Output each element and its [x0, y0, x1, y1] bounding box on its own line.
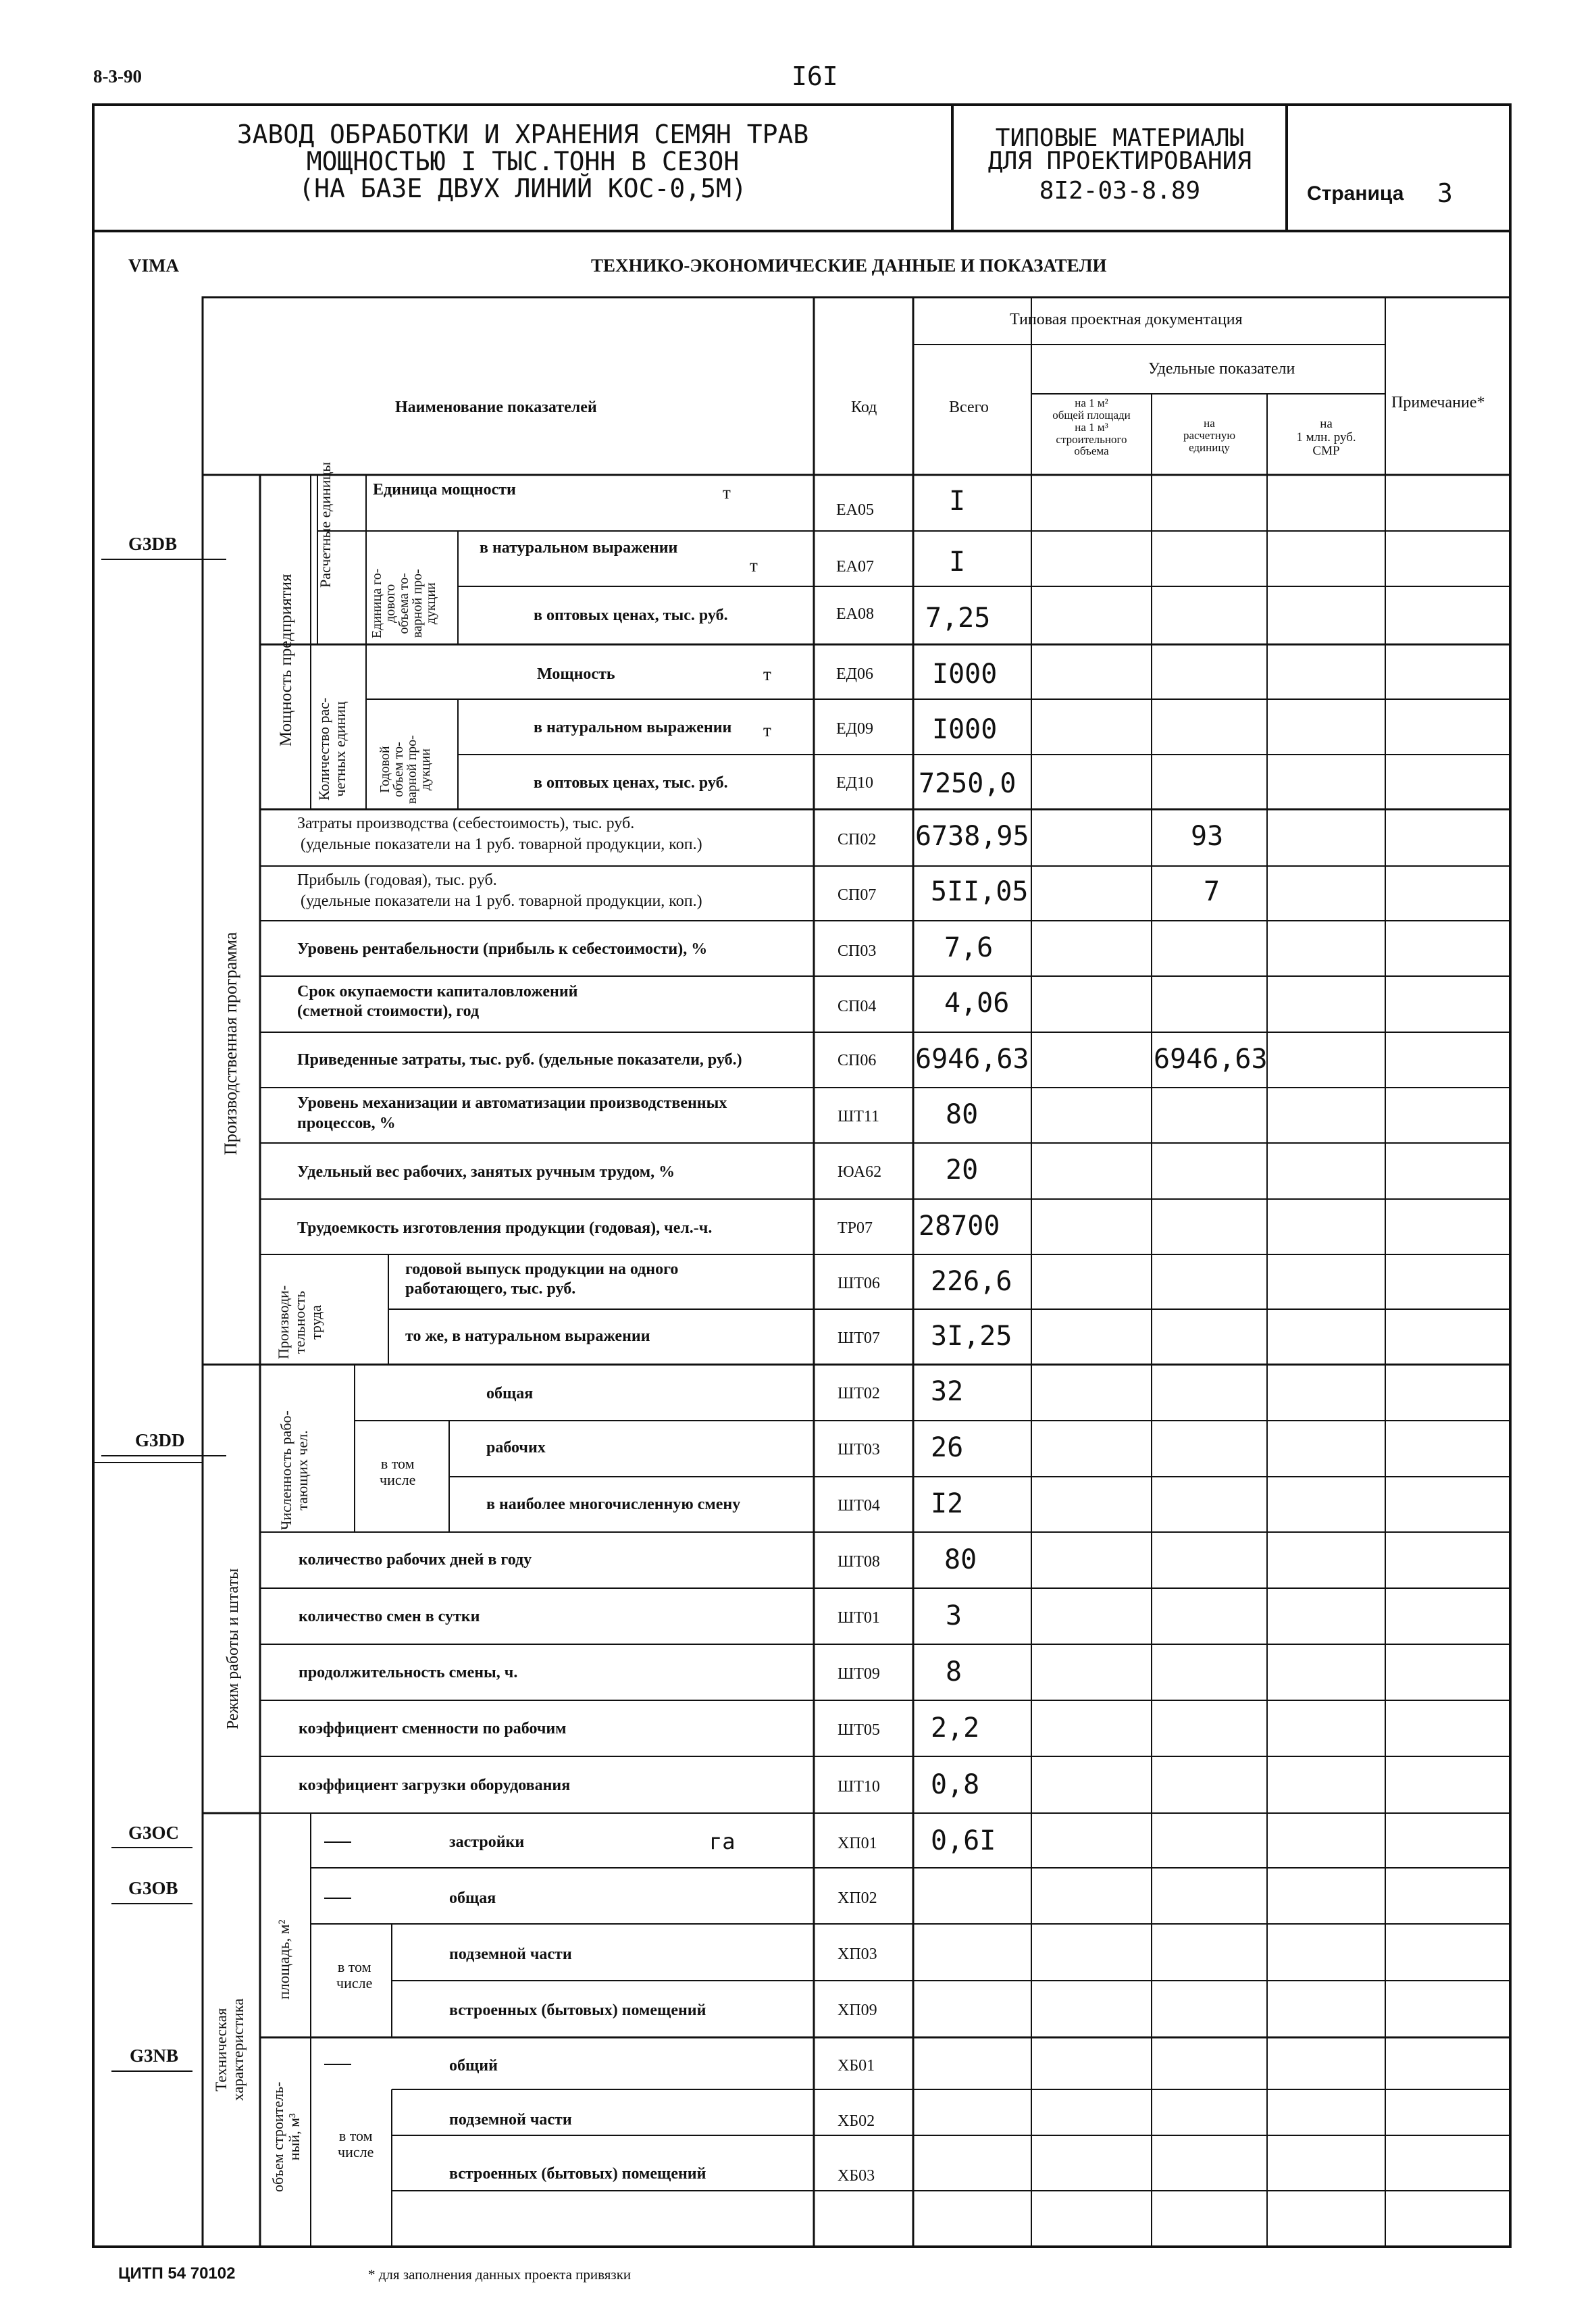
row-unit: т [723, 482, 731, 503]
row-total: I2 [931, 1488, 964, 1519]
row-code: ШТ05 [838, 1721, 880, 1739]
group-production-program: Производственная программа [221, 932, 240, 1155]
sp2-line: на [1204, 417, 1215, 430]
productivity-line: тельность [291, 1290, 309, 1354]
row-name: в наиболее многочисленную смену [486, 1496, 741, 1513]
sp1-line: на 1 м³ [1075, 420, 1108, 434]
row-code: ХП02 [838, 1889, 877, 1907]
row-name: коэффициент загрузки оборудования [299, 1777, 571, 1794]
row-total: 4,06 [944, 988, 1010, 1019]
row-name: Уровень механизации и автоматизации производственных [297, 1094, 727, 1112]
row-total: 6738,95 [915, 821, 1029, 852]
row-code: СП04 [838, 998, 877, 1015]
row-name: Единица мощности [373, 481, 516, 499]
staff-line: тающих чел. [294, 1430, 311, 1510]
row-name: (удельные показатели на 1 руб. товарной продукции, коп.) [301, 836, 702, 853]
incl-label-staff [380, 1456, 415, 1488]
annual-unit-line: объема то- [396, 573, 411, 634]
row-total: 20 [946, 1154, 979, 1186]
row-code: СП07 [838, 886, 877, 904]
margin-code-g3db: G3DB [128, 534, 178, 554]
row-name: коэффициент сменности по рабочим [299, 1720, 567, 1737]
series-block [954, 124, 1286, 205]
title-line-2: МОЩНОСТЬЮ I ТЫС.ТОНН В СЕЗОН [306, 146, 740, 176]
row-total: 5II,05 [931, 876, 1029, 907]
series-line-1: ТИПОВЫЕ МАТЕРИАЛЫ [995, 124, 1245, 152]
annual-vol-line: объем то- [391, 742, 406, 797]
sp3-line: 1 млн. руб. [1296, 430, 1356, 444]
row-name: Удельный вес рабочих, занятых ручным трудом, % [297, 1163, 675, 1181]
row-total: 32 [931, 1376, 964, 1407]
row-code: ШТ09 [838, 1665, 880, 1683]
row-name: Мощность [537, 665, 615, 683]
row-total: 0,8 [931, 1769, 980, 1800]
row-name: Затраты производства (себестоимость), тыс. руб. [297, 815, 635, 832]
productivity-line: труда [307, 1304, 325, 1340]
row-name: Трудоемкость изготовления продукции (годовая), чел.-ч. [297, 1219, 713, 1237]
annual-vol-line: варной про- [405, 735, 419, 804]
col-header-sp1 [1033, 397, 1150, 457]
sp1-line: объема [1074, 444, 1109, 458]
row-name: подземной части [449, 2111, 572, 2129]
row-code: ЕД10 [836, 774, 874, 792]
col-header-total: Всего [949, 399, 989, 416]
incl-line: числе [336, 1975, 373, 1992]
row-name: общий [449, 2057, 498, 2075]
row-code: ТР07 [838, 1219, 873, 1237]
row-name: встроенных (бытовых) помещений [449, 2165, 706, 2183]
group-count-units [316, 698, 349, 800]
sp2-line: расчетную [1183, 428, 1236, 442]
row-code: ХБ01 [838, 2057, 875, 2075]
row-code: ШТ07 [838, 1329, 880, 1347]
row-specific: 6946,63 [1154, 1044, 1268, 1075]
page-value: 3 [1437, 178, 1453, 208]
row-name: Прибыль (годовая), тыс. руб. [297, 871, 497, 889]
footer-note: * для заполнения данных проекта привязки [368, 2266, 632, 2283]
productivity-line: Производи- [275, 1285, 292, 1359]
row-code: ШТ01 [838, 1609, 880, 1627]
row-code: ЕА08 [836, 605, 874, 623]
incl-label-volume [338, 2128, 374, 2160]
row-name: (сметной стоимости), год [297, 1002, 480, 1020]
volume-line: объем строитель- [269, 2081, 286, 2192]
group-enterprise-capacity: Мощность предприятия [277, 574, 295, 746]
col-header-sp2 [1153, 417, 1266, 454]
row-name: количество смен в сутки [299, 1608, 480, 1625]
row-name: годовой выпуск продукции на одного [405, 1261, 679, 1278]
section-title: ТЕХНИКО-ЭКОНОМИЧЕСКИЕ ДАННЫЕ И ПОКАЗАТЕЛИ [591, 255, 1107, 276]
doc-code: 8-3-90 [93, 66, 142, 86]
row-name: Срок окупаемости капиталовложений [297, 983, 578, 1000]
row-total: 28700 [919, 1211, 1000, 1242]
row-name: количество рабочих дней в году [299, 1551, 532, 1569]
row-code: ХП01 [838, 1835, 877, 1852]
row-total: 8 [946, 1656, 962, 1687]
group-calc-units: Расчетные единицы [317, 461, 334, 588]
row-total: 7250,0 [919, 768, 1016, 799]
incl-label-area [336, 1959, 372, 1991]
row-specific: 93 [1191, 821, 1224, 852]
row-code: ШТ06 [838, 1275, 880, 1292]
row-name: продолжительность смены, ч. [299, 1664, 518, 1681]
sp1-line: общей площади [1052, 408, 1131, 422]
series-code: 8I2-03-8.89 [1039, 177, 1201, 205]
row-code: СП06 [838, 1052, 877, 1069]
row-name: встроенных (бытовых) помещений [449, 2002, 706, 2019]
row-code: ШТ11 [838, 1108, 879, 1125]
col-header-specific: Удельные показатели [1148, 360, 1295, 378]
row-total: I [949, 547, 966, 578]
row-name: общая [486, 1385, 534, 1402]
row-code: ХБ03 [838, 2167, 875, 2185]
sp3-line: на [1320, 417, 1333, 431]
row-code: ЕА05 [836, 501, 874, 519]
incl-line: в том [380, 1455, 415, 1472]
group-annual-unit [370, 569, 438, 638]
tech-line: характеристика [230, 1998, 247, 2101]
row-code: ХП03 [838, 1946, 877, 1963]
row-name: то же, в натуральном выражении [405, 1327, 650, 1345]
incl-line: в том [338, 2127, 373, 2144]
row-total: I [949, 486, 966, 517]
row-name: в оптовых ценах, тыс. руб. [534, 774, 728, 792]
row-name: общая [449, 1889, 496, 1907]
col-header-name: Наименование показателей [395, 399, 597, 416]
margin-code-g3oc: G3OC [128, 1823, 180, 1843]
row-code: ШТ04 [838, 1497, 880, 1515]
row-total: 0,6I [931, 1825, 996, 1856]
margin-code-g3dd: G3DD [135, 1430, 185, 1450]
row-total: 7,25 [925, 603, 991, 634]
footer-code: ЦИТП 54 70102 [118, 2264, 236, 2283]
row-code: ЕД06 [836, 665, 874, 683]
row-name: в натуральном выражении [534, 719, 732, 736]
row-unit: га [709, 1829, 736, 1854]
sp1-line: строительного [1056, 432, 1127, 446]
row-code: ШТ10 [838, 1778, 880, 1796]
row-name: Приведенные затраты, тыс. руб. (удельные показатели, руб.) [297, 1051, 742, 1069]
sp2-line: единицу [1189, 440, 1230, 454]
col-header-sp3 [1268, 417, 1384, 458]
row-code: ЕА07 [836, 558, 874, 576]
row-total: 7,6 [944, 932, 994, 963]
group-area: площадь, м² [276, 1919, 292, 2000]
row-code: ШТ08 [838, 1553, 880, 1571]
col-header-code: Код [851, 399, 877, 416]
volume-line: ный, м³ [286, 2113, 303, 2161]
row-code: ШТ03 [838, 1441, 880, 1458]
col-header-note: Примечание* [1391, 394, 1485, 411]
row-total: 26 [931, 1432, 964, 1463]
row-total: I000 [932, 659, 998, 690]
row-code: ЮА62 [838, 1163, 882, 1181]
group-productivity [276, 1286, 325, 1359]
row-name: застройки [449, 1833, 525, 1851]
row-unit: т [763, 720, 771, 740]
page-number: I6I [792, 61, 838, 91]
row-total: 3I,25 [931, 1321, 1012, 1352]
annual-unit-line: варной про- [410, 569, 425, 638]
row-name: в оптовых ценах, тыс. руб. [534, 607, 728, 624]
margin-code-g3ob: G3OB [128, 1878, 178, 1898]
row-name: (удельные показатели на 1 руб. товарной продукции, коп.) [301, 892, 702, 910]
title-line-3: (НА БАЗЕ ДВУХ ЛИНИЙ КОС-0,5М) [299, 173, 747, 203]
document-title [95, 122, 951, 203]
incl-line: числе [338, 2143, 374, 2161]
row-code: ЕД09 [836, 720, 874, 738]
incl-line: в том [337, 1958, 371, 1975]
row-total: 6946,63 [915, 1044, 1029, 1075]
row-name: подземной части [449, 1946, 572, 1963]
sp1-line: на 1 м² [1075, 397, 1108, 409]
row-code: ХП09 [838, 2002, 877, 2019]
count-units-line: четных единиц [332, 701, 349, 797]
staff-line: Численность рабо- [278, 1410, 294, 1530]
row-code: ХБ02 [838, 2112, 875, 2130]
row-total: I000 [932, 714, 998, 745]
row-total: 80 [946, 1099, 979, 1130]
row-specific: 7 [1204, 876, 1220, 907]
group-work-regime: Режим работы и штаты [224, 1568, 242, 1729]
annual-vol-line: Годовой [378, 746, 392, 793]
title-line-1: ЗАВОД ОБРАБОТКИ И ХРАНЕНИЯ СЕМЯН ТРАВ [236, 120, 809, 149]
margin-code-g3nb: G3NB [130, 2045, 179, 2066]
annual-unit-line: дового [383, 584, 398, 623]
row-total: 80 [944, 1544, 977, 1575]
page-label: Страница [1307, 182, 1404, 205]
group-tech-characteristics [213, 1998, 247, 2101]
row-total: 226,6 [931, 1266, 1012, 1297]
annual-unit-line: дукции [423, 582, 438, 625]
row-unit: т [750, 555, 758, 576]
section-code: VIMA [128, 255, 179, 276]
row-code: СП02 [838, 831, 877, 848]
group-volume [270, 2082, 303, 2192]
group-staff [278, 1410, 311, 1530]
row-name: работающего, тыс. руб. [405, 1280, 576, 1298]
row-name: в натуральном выражении [480, 539, 678, 557]
row-total: 2,2 [931, 1712, 980, 1744]
row-total: 3 [946, 1600, 962, 1631]
series-line-2: ДЛЯ ПРОЕКТИРОВАНИЯ [987, 147, 1252, 176]
sp3-line: СМР [1312, 443, 1340, 458]
annual-vol-line: дукции [418, 748, 433, 791]
annual-unit-line: Единица го- [369, 568, 384, 638]
row-code: СП03 [838, 942, 877, 960]
incl-line: числе [380, 1471, 416, 1489]
count-units-line: Количество рас- [315, 697, 332, 800]
col-header-typical: Типовая проектная документация [1010, 311, 1243, 328]
row-name: процессов, % [297, 1115, 396, 1132]
row-name: рабочих [486, 1439, 546, 1456]
group-annual-volume [378, 735, 432, 804]
tech-line: Техническая [213, 2008, 230, 2091]
row-name: Уровень рентабельности (прибыль к себестоимости), % [297, 940, 708, 958]
row-code: ШТ02 [838, 1385, 880, 1402]
row-unit: т [763, 664, 771, 684]
